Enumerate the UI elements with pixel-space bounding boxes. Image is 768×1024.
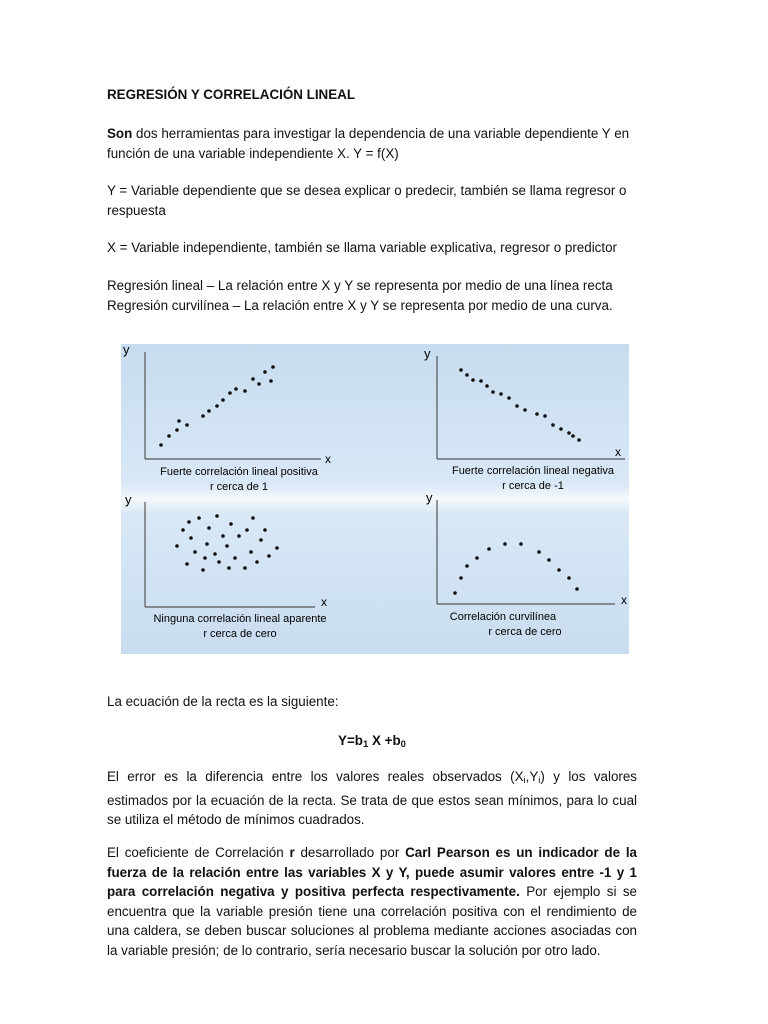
equation-intro: La ecuación de la recta es la siguiente: xyxy=(107,694,339,709)
error-paragraph xyxy=(107,767,637,830)
scattered-dot xyxy=(251,516,255,520)
panel1-caption-line2: r cerca de 1 xyxy=(209,481,269,493)
error-text-comma: ,Y xyxy=(525,769,539,784)
scattered-dot xyxy=(207,526,211,530)
curvilinear-dot xyxy=(487,547,491,551)
scattered-dot xyxy=(203,556,207,560)
scattered-dot xyxy=(255,560,259,564)
negative-dot xyxy=(523,408,527,412)
equation-sub-1: 1 xyxy=(362,739,369,750)
panel3-caption-line2: r cerca de cero xyxy=(203,628,277,640)
scattered-dot xyxy=(201,568,205,572)
positive-dot xyxy=(243,389,247,393)
positive-dot xyxy=(201,414,205,418)
panel3-x-label: x xyxy=(321,595,327,609)
intro-text: dos herramientas para investigar la dependencia de una variable dependiente Y en función de una variable independiente X. Y = f(X) xyxy=(107,126,630,161)
curvilinear-dot xyxy=(547,558,551,562)
negative-dot xyxy=(479,379,483,383)
negative-dot xyxy=(515,404,519,408)
negative-dot xyxy=(567,431,571,435)
scattered-dot xyxy=(227,566,231,570)
scattered-dot xyxy=(221,534,225,538)
equation-mid: X +b xyxy=(368,733,401,748)
scattered-dot xyxy=(259,538,263,542)
scattered-dot xyxy=(249,550,253,554)
panel2-caption-line1: Fuerte correlación lineal negativa xyxy=(451,465,615,477)
scattered-dot xyxy=(225,544,229,548)
negative-dot xyxy=(577,438,581,442)
curvilinear-dot xyxy=(465,564,469,568)
panel2-caption-line2: r cerca de -1 xyxy=(502,480,564,492)
scattered-dot xyxy=(243,566,247,570)
curvilinear-dot xyxy=(575,587,579,591)
error-text-2: ) y los valores estimados por la ecuación de la recta. Se trata de que estos sean mínimos, para lo cual se utiliza el método de mínimos cuadrados. xyxy=(107,769,638,827)
positive-dot xyxy=(221,398,225,402)
intro-bold-word: Son xyxy=(107,126,133,141)
scattered-dot xyxy=(275,546,279,550)
pearson-text-3: Por ejemplo si se encuentra que la variable presión tiene una correlación positiva con el rendimiento de una caldera, se deben buscar soluciones al problema mediante acciones asociadas con la variable presión; de lo contrario, sería necesario buscar la solución por otro lado. xyxy=(107,884,637,958)
negative-dot xyxy=(491,390,495,394)
scattered-dot xyxy=(175,544,179,548)
negative-dot xyxy=(471,378,475,382)
scattered-dot xyxy=(237,534,241,538)
negative-dot xyxy=(459,368,463,372)
curvilinear-dot xyxy=(459,576,463,580)
panel4-caption-line1: Correlación curvilínea xyxy=(449,611,557,623)
scattered-dot xyxy=(233,556,237,560)
scattered-dot xyxy=(181,528,185,532)
regression-equation xyxy=(107,731,637,755)
panel4-x-label: x xyxy=(621,593,627,607)
negative-dot xyxy=(543,414,547,418)
scattered-dot xyxy=(267,554,271,558)
panel1-y-label: y xyxy=(123,342,130,357)
curvilinear-dot xyxy=(453,591,457,595)
negative-dot xyxy=(535,412,539,416)
negative-dot xyxy=(571,434,575,438)
error-sub-i-2: i xyxy=(538,775,541,786)
scattered-dot xyxy=(215,514,219,518)
panel4-caption-line2: r cerca de cero xyxy=(488,626,562,638)
linear-regression-definition: Regresión lineal – La relación entre X y Y se representa por medio de una línea recta xyxy=(107,278,613,293)
positive-dot xyxy=(263,370,267,374)
negative-dot xyxy=(507,396,511,400)
positive-dot xyxy=(251,377,255,381)
pearson-r: r xyxy=(289,845,295,860)
scatter-figure xyxy=(99,332,647,666)
curvilinear-dot xyxy=(567,576,571,580)
scattered-dot xyxy=(197,516,201,520)
panel1-caption-line1: Fuerte correlación lineal positiva xyxy=(160,466,318,478)
pearson-text-2: desarrollado por xyxy=(294,845,406,860)
scattered-dot xyxy=(263,528,267,532)
scattered-dot xyxy=(187,520,191,524)
curvilinear-dot xyxy=(519,542,523,546)
scattered-dot xyxy=(189,536,193,540)
positive-dot xyxy=(207,409,211,413)
scattered-dot xyxy=(185,562,189,566)
negative-dot xyxy=(465,373,469,377)
scattered-dot xyxy=(217,560,221,564)
positive-dot xyxy=(215,404,219,408)
panel4-y-label: y xyxy=(426,490,433,505)
panel2-x-label: x xyxy=(615,445,621,459)
panel1-x-label: x xyxy=(325,452,331,466)
scattered-dot xyxy=(229,522,233,526)
negative-dot xyxy=(485,384,489,388)
panel3-y-label: y xyxy=(125,492,132,507)
scattered-dot xyxy=(245,528,249,532)
pearson-bold-text: Carl Pearson es un indicador de la fuerza de la relación entre las variables X y Y, puede asumir valores entre -1 y 1 para correlación negativa y positiva perfecta respectivamente. xyxy=(107,845,638,899)
positive-dot xyxy=(177,419,181,423)
curvilinear-dot xyxy=(503,542,507,546)
positive-dot xyxy=(271,365,275,369)
positive-dot xyxy=(185,423,189,427)
panel2-y-label: y xyxy=(424,346,431,361)
pearson-paragraph xyxy=(107,843,637,960)
positive-dot xyxy=(257,382,261,386)
positive-dot xyxy=(234,387,238,391)
positive-dot xyxy=(269,379,273,383)
error-text-1: El error es la diferencia entre los valores reales observados (X xyxy=(107,769,524,784)
positive-dot xyxy=(167,434,171,438)
positive-dot xyxy=(175,428,179,432)
error-sub-i-1: i xyxy=(523,775,526,786)
scattered-dot xyxy=(205,542,209,546)
equation-left: Y=b xyxy=(338,733,363,748)
y-definition: Y = Variable dependiente que se desea explicar o predecir, también se llama regresor o respuesta xyxy=(107,183,627,218)
scattered-dot xyxy=(213,552,217,556)
scattered-dot xyxy=(193,550,197,554)
curvilinear-dot xyxy=(537,550,541,554)
positive-dot xyxy=(228,391,232,395)
negative-dot xyxy=(559,427,563,431)
panel3-caption-line1: Ninguna correlación lineal aparente xyxy=(153,613,327,625)
x-definition: X = Variable independiente, también se llama variable explicativa, regresor o predictor xyxy=(107,240,617,255)
curvilinear-dot xyxy=(475,556,479,560)
positive-dot xyxy=(159,443,163,447)
negative-dot xyxy=(499,392,503,396)
equation-sub-0: 0 xyxy=(400,739,406,750)
negative-dot xyxy=(551,423,555,427)
intro-paragraph xyxy=(107,124,637,163)
document-title: REGRESIÓN Y CORRELACIÓN LINEAL xyxy=(107,87,356,102)
curvilinear-dot xyxy=(557,568,561,572)
pearson-text-1: El coeficiente de Correlación xyxy=(107,845,290,860)
curvilinear-regression-definition: Regresión curvilínea – La relación entre X y Y se representa por medio de una curva. xyxy=(107,297,613,313)
